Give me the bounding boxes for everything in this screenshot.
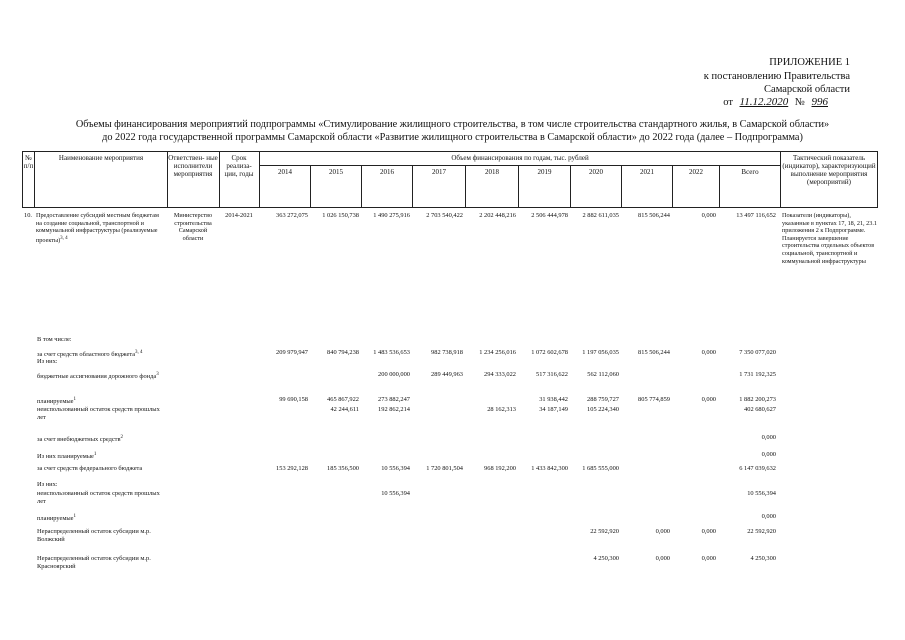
row10-period: 2014-2021 xyxy=(225,212,253,219)
doc-title-line2: до 2022 года государственной программы Самарской области «Развитие жилищного строительства в Самарской области» до 2022 года (далее – Подпрограмма) xyxy=(102,132,803,143)
subrow-1-value-2017: 982 738,918 xyxy=(431,349,463,356)
row10-value-2015: 1 026 150,738 xyxy=(322,212,359,219)
subrow-label: планируемые$^1$ xyxy=(37,514,77,523)
subrow-4-value-2022: 0,000 xyxy=(701,396,716,403)
subrow-1-value-2021: 815 506,244 xyxy=(638,349,670,356)
subrow-8-value-2014: 153 292,128 xyxy=(276,465,308,472)
subrow-1-value-2014: 209 979,947 xyxy=(276,349,308,356)
appendix-title: ПРИЛОЖЕНИЕ 1 xyxy=(769,57,850,68)
subrow-8-value-2020: 1 685 555,000 xyxy=(582,465,619,472)
row10-exec: Министерство строительства Самарской области xyxy=(173,212,213,242)
subrow-label: Из них: xyxy=(37,481,58,488)
year-2020: 2020 xyxy=(589,168,603,176)
subrow-4-value-total: 1 882 200,273 xyxy=(739,396,776,403)
row10-value-2014: 363 272,075 xyxy=(276,212,308,219)
subrow-3-value-2020: 562 112,060 xyxy=(587,371,619,378)
subrow-8-value-2017: 1 720 801,504 xyxy=(426,465,463,472)
appendix-date-line xyxy=(723,96,850,109)
subrow-1-value-total: 7 350 077,020 xyxy=(739,349,776,356)
subrow-label: В том числе: xyxy=(37,336,72,343)
subrow-3-value-2017: 289 449,963 xyxy=(431,371,463,378)
subrow-10-value-2016: 10 556,394 xyxy=(381,490,410,497)
row10-num: 10. xyxy=(24,212,32,219)
subrow-1-value-2020: 1 197 056,035 xyxy=(582,349,619,356)
subrow-5-value-2018: 28 162,313 xyxy=(487,406,516,413)
number-value: 996 xyxy=(811,96,828,108)
appendix-line1: к постановлению Правительства xyxy=(703,71,850,82)
row10-value-2019: 2 506 444,978 xyxy=(531,212,568,219)
subrow-1-value-2016: 1 483 536,653 xyxy=(373,349,410,356)
subrow-6-value-total: 0,000 xyxy=(761,434,776,441)
subrow-1-value-2019: 1 072 602,678 xyxy=(531,349,568,356)
subrow-12-value-2020: 22 592,920 xyxy=(590,528,619,535)
subrow-4-value-2021: 805 774,859 xyxy=(638,396,670,403)
subrow-label: Из них планируемые$^1$ xyxy=(37,452,97,461)
subrow-13-value-total: 4 250,300 xyxy=(750,555,776,562)
doc-title-line1: Объемы финансирования мероприятий подпрограммы «Стимулирование жилищного строительства, в том числе строительства стандартного жилья, в Самарской области» xyxy=(75,119,830,130)
subrow-label: бюджетные ассигнования дорожного фонда$^3$ xyxy=(37,372,159,381)
col-funding: Объем финансирования по годам, тыс. рублей xyxy=(451,154,589,162)
subrow-5-value-2020: 105 224,340 xyxy=(587,406,619,413)
subrow-7-value-total: 0,000 xyxy=(761,451,776,458)
date-value: 11.12.2020 xyxy=(739,96,789,108)
row10-name: Предоставление субсидий местным бюджетам на создание социальной, транспортной и коммунальной инфраструктуры (реализуемые проекты)$^{3, 4}$ xyxy=(36,212,159,244)
row10-value-2021: 815 506,244 xyxy=(638,212,670,219)
subrow-1-value-2018: 1 234 256,016 xyxy=(479,349,516,356)
col-num: № п/п xyxy=(23,154,34,170)
subrow-label: планируемые$^1$ xyxy=(37,397,77,406)
subrow-11-value-total: 0,000 xyxy=(761,513,776,520)
subrow-4-value-2020: 288 759,727 xyxy=(587,396,619,403)
subrow-label: неиспользованный остаток средств прошлых лет xyxy=(37,406,160,421)
col-exec: Ответствен- ные исполнители мероприятия xyxy=(168,154,218,178)
subrow-8-value-2018: 968 192,200 xyxy=(484,465,516,472)
subrow-13-value-2022: 0,000 xyxy=(701,555,716,562)
col-indicator: Тактический показатель (индикатор), характеризующий выполнение мероприятия (мероприятий) xyxy=(782,154,876,186)
year-2022: 2022 xyxy=(689,168,703,176)
number-prefix: № xyxy=(794,97,805,108)
row10-value-total: 13 497 116,652 xyxy=(736,212,776,219)
subrow-8-value-2016: 10 556,394 xyxy=(381,465,410,472)
year-2021: 2021 xyxy=(640,168,654,176)
subrow-label: Нераспределенный остаток субсидии м.р. Волжский xyxy=(37,528,151,543)
subrow-3-value-total: 1 731 192,325 xyxy=(739,371,776,378)
date-prefix: от xyxy=(723,97,733,108)
subrow-label: за счет внебюджетных средств$^2$ xyxy=(37,435,123,444)
subrow-3-value-2019: 517 316,622 xyxy=(536,371,568,378)
row10-value-2017: 2 703 540,422 xyxy=(426,212,463,219)
year-2014: 2014 xyxy=(278,168,292,176)
year-2016: 2016 xyxy=(380,168,394,176)
subrow-5-value-2015: 42 244,611 xyxy=(330,406,359,413)
subrow-3-value-2018: 294 333,022 xyxy=(484,371,516,378)
col-name: Наименование мероприятия xyxy=(58,154,144,162)
year-2018: 2018 xyxy=(485,168,499,176)
subrow-label: за счет средств федерального бюджета xyxy=(37,465,143,472)
subrow-4-value-2016: 273 882,247 xyxy=(378,396,410,403)
table-header xyxy=(22,151,878,208)
row10-value-2022: 0,000 xyxy=(701,212,716,219)
subrow-10-value-total: 10 556,394 xyxy=(747,490,776,497)
subrow-3-value-2016: 200 000,000 xyxy=(378,371,410,378)
row10-indicator: Показатели (индикаторы), указанные в пунктах 17, 18, 21, 23.1 приложения 2 к Подпрограмме. Планируется завершение строительства отдельных объектов социальной, транспортной и коммунальной инфраструктуры xyxy=(782,212,877,265)
subrow-12-value-2021: 0,000 xyxy=(655,528,670,535)
subrow-label: Нераспределенный остаток субсидии м.р. Красноярский xyxy=(37,555,151,570)
subrow-5-value-total: 402 680,627 xyxy=(744,406,776,413)
subrow-8-value-total: 6 147 039,632 xyxy=(739,465,776,472)
row10-value-2018: 2 202 448,216 xyxy=(479,212,516,219)
col-period: Срок реализа- ции, годы xyxy=(224,154,254,178)
subrow-4-value-2015: 465 867,922 xyxy=(327,396,359,403)
row10-value-2020: 2 882 611,035 xyxy=(582,212,619,219)
subrow-label: за счет средств областного бюджета$^{3, 4}$ xyxy=(37,350,143,359)
subrow-12-value-total: 22 592,920 xyxy=(747,528,776,535)
subrow-label: Из них: xyxy=(37,358,58,365)
subrow-1-value-2022: 0,000 xyxy=(701,349,716,356)
row10-value-2016: 1 490 275,916 xyxy=(373,212,410,219)
year-2017: 2017 xyxy=(432,168,446,176)
subrow-8-value-2015: 185 356,500 xyxy=(327,465,359,472)
subrow-13-value-2021: 0,000 xyxy=(655,555,670,562)
subrow-12-value-2022: 0,000 xyxy=(701,528,716,535)
year-2015: 2015 xyxy=(329,168,343,176)
year-2019: 2019 xyxy=(537,168,552,176)
subrow-8-value-2019: 1 433 842,300 xyxy=(531,465,568,472)
appendix-line2: Самарской области xyxy=(764,84,850,95)
subrow-4-value-2019: 31 938,442 xyxy=(539,396,568,403)
subrow-5-value-2016: 192 862,214 xyxy=(378,406,410,413)
subrow-13-value-2020: 4 250,300 xyxy=(593,555,619,562)
subrow-label: неиспользованный остаток средств прошлых лет xyxy=(37,490,160,505)
year-total: Всего xyxy=(741,168,759,176)
subrow-4-value-2014: 99 690,158 xyxy=(279,396,308,403)
subrow-5-value-2019: 34 187,149 xyxy=(539,406,568,413)
subrow-1-value-2015: 840 794,238 xyxy=(327,349,359,356)
doc-title xyxy=(20,118,885,144)
